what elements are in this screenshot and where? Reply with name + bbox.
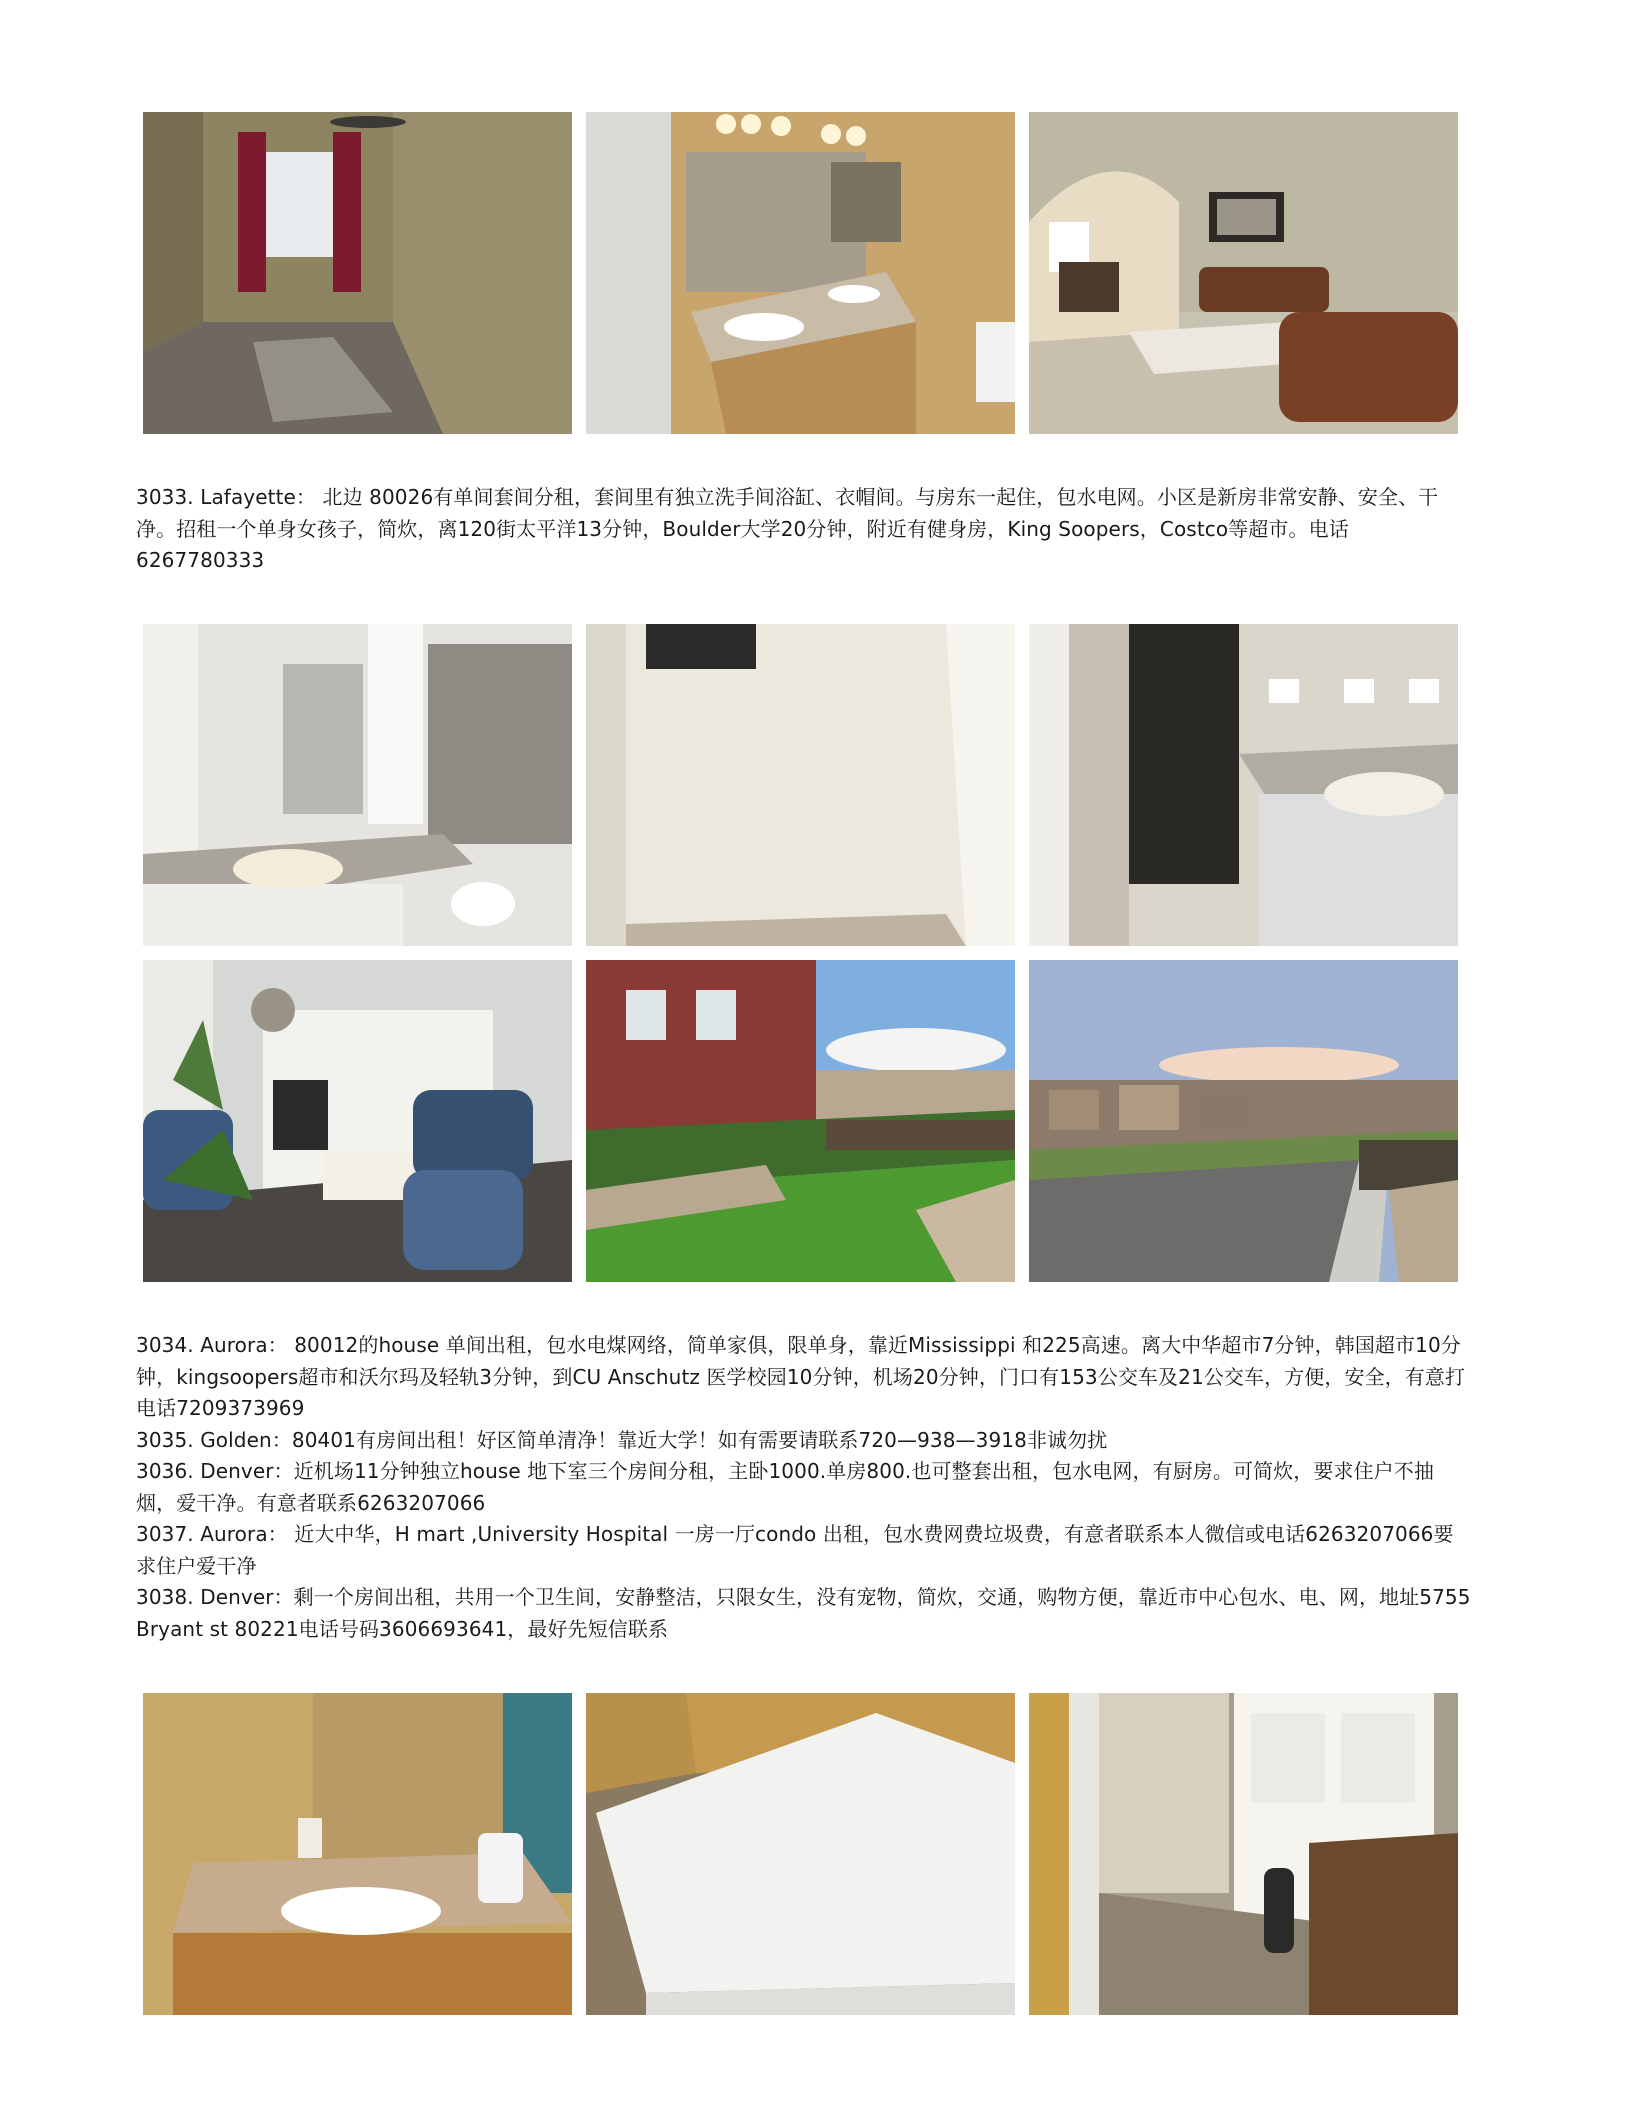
photo-vanity-with-room-divider: [1029, 624, 1458, 946]
photo-double-vanity-bathroom: [586, 112, 1015, 434]
photo-backyard-lawn: [586, 960, 1015, 1282]
photo-small-bathroom-vanity: [143, 1693, 572, 2015]
listing-block-top: [136, 482, 1471, 577]
photo-neighborhood-street: [1029, 960, 1458, 1282]
photo-living-room-blue-chairs: [143, 960, 572, 1282]
photo-bedroom-door-dresser: [1029, 1693, 1458, 2015]
listing-block-middle: [136, 1330, 1471, 1645]
listing-3036: 3036. Denver：近机场11分钟独立house 地下室三个房间分租，主卧1000.单房800.也可整套出租，包水电网，有厨房。可简炊，要求住户不抽烟，爱干净。有意者联系6263207066: [136, 1459, 1434, 1515]
listing-3038: 3038. Denver：剩一个房间出租，共用一个卫生间，安静整洁，只限女生，没有宠物，简炊，交通，购物方便，靠近市中心包水、电、网，地址5755 Bryant st 80221电话号码3606693641，最好先短信联系: [136, 1585, 1471, 1641]
photo-bathroom-granite-vanity: [143, 624, 572, 946]
photo-empty-closet: [586, 624, 1015, 946]
photo-bed-white-sheets: [586, 1693, 1015, 2015]
listing-3035: 3035. Golden：80401有房间出租！好区简单清净！靠近大学！如有需要请联系720—938—3918非诚勿扰: [136, 1427, 1108, 1452]
photo-bedroom-window: [143, 112, 572, 434]
listing-3037: 3037. Aurora： 近大中华，H mart ,University Hospital 一房一厅condo 出租，包水费网费垃圾费，有意者联系本人微信或电话6263207066要求住户爱干净: [136, 1522, 1454, 1578]
listing-3034: 3034. Aurora： 80012的house 单间出租，包水电煤网络，简单家俱，限单身，靠近Mississippi 和225高速。离大中华超市7分钟，韩国超市10分钟，kingsoopers超市和沃尔玛及轻轨3分钟，到CU Anschutz 医学校园10分钟，机场20分钟，门口有153公交车及21公交车，方便，安全，有意打电话7209373969: [136, 1333, 1466, 1420]
photo-living-room-leather-sofas: [1029, 112, 1458, 434]
listing-3033: 3033. Lafayette： 北边 80026有单间套间分租，套间里有独立洗手间浴缸、衣帽间。与房东一起住，包水电网。小区是新房非常安静、安全、干净。招租一个单身女孩子，简炊，离120街太平洋13分钟，Boulder大学20分钟，附近有健身房，King Soopers，Costco等超市。电话6267780333: [136, 485, 1439, 572]
